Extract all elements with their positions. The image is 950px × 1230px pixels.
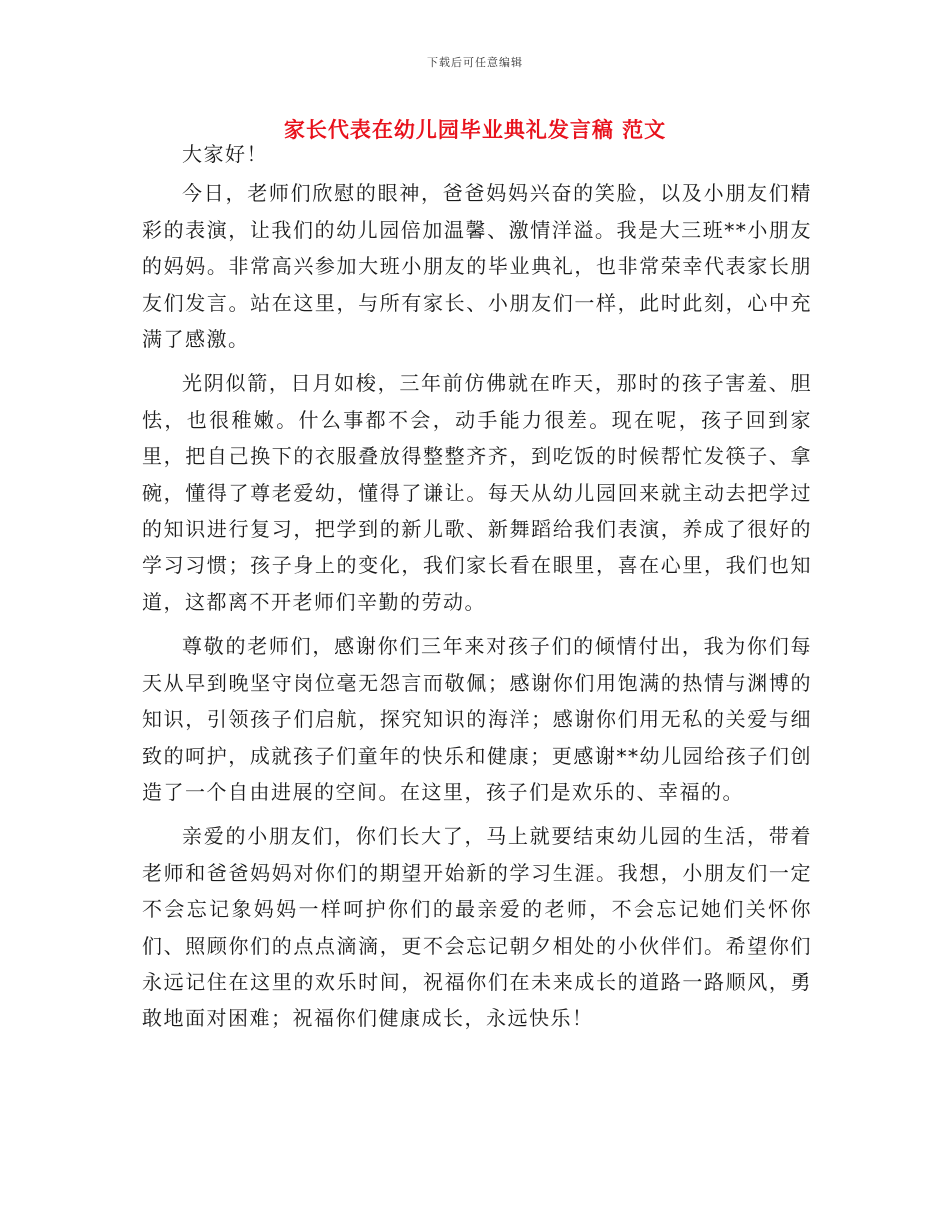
paragraph-3: 尊敬的老师们，感谢你们三年来对孩子们的倾情付出，我为你们每天从早到晚坚守岗位毫无怨言而敬佩；感谢你们用饱满的热情与渊博的知识，引领孩子们启航，探究知识的海洋；感谢你们用无私的关爱与细致的呵护，成就孩子们童年的快乐和健康；更感谢**幼儿园给孩子们创造了一个自由进展的空间。在这里，孩子们是欢乐的、幸福的。 bbox=[142, 634, 812, 804]
paragraph-2: 光阴似箭，日月如梭，三年前仿佛就在昨天，那时的孩子害羞、胆怯，也很稚嫩。什么事都不会，动手能力很差。现在呢，孩子回到家里，把自己换下的衣服叠放得整整齐齐，到吃饭的时候帮忙发筷子、拿碗，懂得了尊老爱幼，懂得了谦让。每天从幼儿园回来就主动去把学过的知识进行复习，把学到的新儿歌、新舞蹈给我们表演，养成了很好的学习习惯；孩子身上的变化，我们家长看在眼里，喜在心里，我们也知道，这都离不开老师们辛勤的劳动。 bbox=[142, 371, 812, 614]
document-title: 家长代表在幼儿园毕业典礼发言稿 范文 bbox=[283, 117, 667, 142]
document-body bbox=[142, 136, 812, 1045]
greeting: 大家好！ bbox=[182, 142, 268, 166]
page-header: 下载后可任意编辑 bbox=[427, 56, 523, 69]
paragraph-1: 今日，老师们欣慰的眼神，爸爸妈妈兴奋的笑脸，以及小朋友们精彩的表演，让我们的幼儿园倍加温馨、激情洋溢。我是大三班**小朋友的妈妈。非常高兴参加大班小朋友的毕业典礼，也非常荣幸代表家长朋友们发言。站在这里，与所有家长、小朋友们一样，此时此刻，心中充满了感激。 bbox=[142, 181, 812, 352]
paragraph-4: 亲爱的小朋友们，你们长大了，马上就要结束幼儿园的生活，带着老师和爸爸妈妈对你们的期望开始新的学习生涯。我想，小朋友们一定不会忘记象妈妈一样呵护你们的最亲爱的老师，不会忘记她们关怀你们、照顾你们的点点滴滴，更不会忘记朝夕相处的小伙伴们。希望你们永远记住在这里的欢乐时间，祝福你们在未来成长的道路一路顺风，勇敢地面对困难；祝福你们健康成长，永远快乐！ bbox=[142, 824, 812, 1031]
